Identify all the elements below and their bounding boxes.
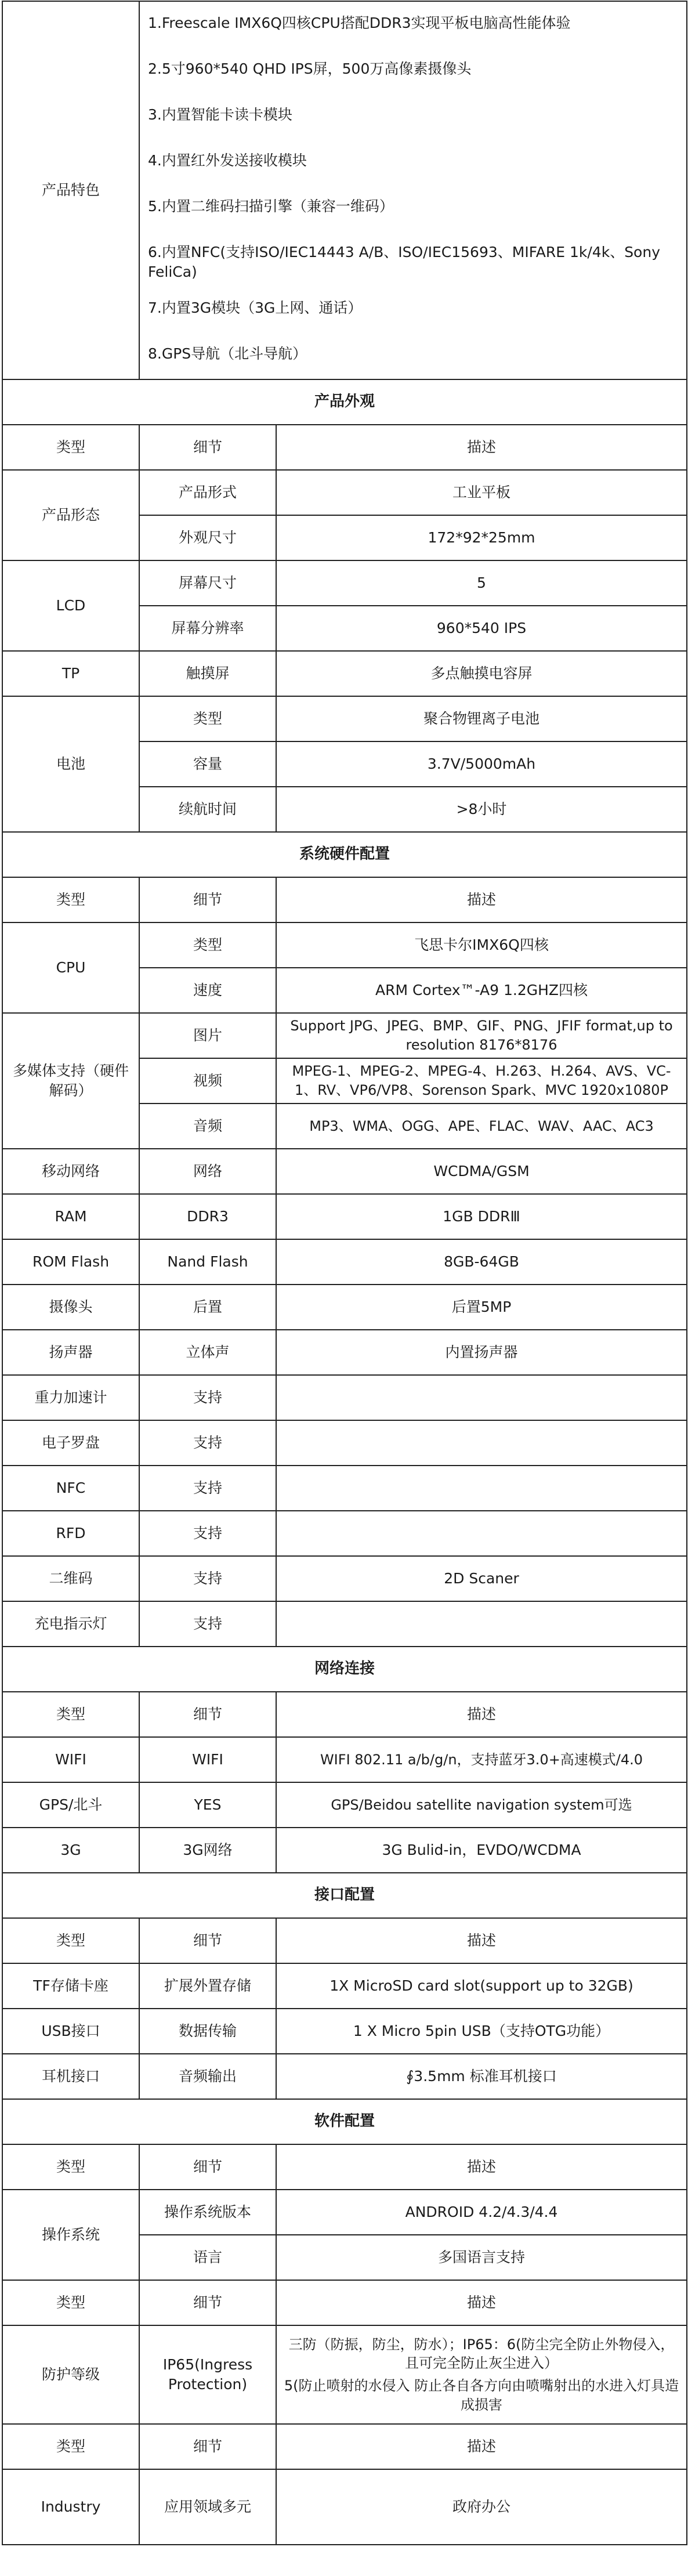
spec-value: 飞思卡尔IMX6Q四核 — [276, 922, 687, 968]
feature-item: 6.内置NFC(支持ISO/IEC14443 A/B、ISO/IEC15693、MIFARE 1k/4k、Sony FeliCa) — [148, 244, 660, 280]
spec-value: 多点触摸电容屏 — [276, 651, 687, 696]
spec-category: 二维码 — [2, 1556, 139, 1601]
spec-category: CPU — [2, 922, 139, 1013]
spec-category: 操作系统 — [2, 2190, 139, 2280]
col-header-detail: 细节 — [139, 2280, 276, 2325]
feature-item: 3.内置智能卡读卡模块 — [148, 106, 292, 123]
spec-value: GPS/Beidou satellite navigation system可选 — [276, 1782, 687, 1828]
spec-value: WIFI 802.11 a/b/g/n，支持蓝牙3.0+高速模式/4.0 — [276, 1737, 687, 1782]
spec-detail: 类型 — [139, 696, 276, 741]
spec-value: 960*540 IPS — [276, 606, 687, 651]
feature-item: 8.GPS导航（北斗导航） — [148, 345, 307, 362]
spec-value: >8小时 — [276, 787, 687, 832]
spec-value: ARM Cortex™-A9 1.2GHZ四核 — [276, 968, 687, 1013]
spec-detail: 外观尺寸 — [139, 515, 276, 560]
spec-category: TP — [2, 651, 139, 696]
spec-value: 多国语言支持 — [276, 2235, 687, 2280]
spec-detail: YES — [139, 1782, 276, 1828]
spec-detail: 速度 — [139, 968, 276, 1013]
spec-detail: 容量 — [139, 741, 276, 787]
spec-detail: 支持 — [139, 1466, 276, 1511]
spec-detail: 类型 — [139, 922, 276, 968]
feature-item: 1.Freescale IMX6Q四核CPU搭配DDR3实现平板电脑高性能体验 — [148, 15, 571, 31]
section-title-network: 网络连接 — [2, 1647, 687, 1692]
spec-category: 电池 — [2, 696, 139, 832]
spec-detail: 屏幕分辨率 — [139, 606, 276, 651]
spec-value: ANDROID 4.2/4.3/4.4 — [276, 2190, 687, 2235]
spec-value — [276, 1601, 687, 1647]
spec-detail: 视频 — [139, 1058, 276, 1104]
spec-value: ∮3.5mm 标准耳机接口 — [276, 2054, 687, 2099]
feature-item: 2.5寸960*540 QHD IPS屏，500万高像素摄像头 — [148, 60, 472, 77]
col-header-type: 类型 — [2, 1918, 139, 1963]
spec-detail: 支持 — [139, 1420, 276, 1466]
spec-category: RFD — [2, 1511, 139, 1556]
spec-value: 工业平板 — [276, 470, 687, 515]
col-header-detail: 细节 — [139, 877, 276, 922]
features-label: 产品特色 — [2, 1, 139, 379]
spec-value — [276, 1420, 687, 1466]
col-header-detail: 细节 — [139, 2424, 276, 2469]
spec-detail: 屏幕尺寸 — [139, 560, 276, 606]
spec-category: GPS/北斗 — [2, 1782, 139, 1828]
col-header-type: 类型 — [2, 2280, 139, 2325]
spec-value — [276, 1511, 687, 1556]
col-header-detail: 细节 — [139, 1918, 276, 1963]
spec-detail: 支持 — [139, 1601, 276, 1647]
spec-category: 防护等级 — [2, 2325, 139, 2424]
col-header-detail: 细节 — [139, 2144, 276, 2190]
features-row — [2, 1, 687, 379]
col-header-type: 类型 — [2, 2144, 139, 2190]
spec-category: 移动网络 — [2, 1149, 139, 1194]
spec-category: 多媒体支持（硬件解码） — [2, 1013, 139, 1149]
spec-value: MP3、WMA、OGG、APE、FLAC、WAV、AAC、AC3 — [276, 1104, 687, 1149]
spec-value: WCDMA/GSM — [276, 1149, 687, 1194]
spec-category: TF存储卡座 — [2, 1963, 139, 2009]
col-header-desc: 描述 — [276, 2280, 687, 2325]
spec-detail: 立体声 — [139, 1330, 276, 1375]
col-header-desc: 描述 — [276, 2424, 687, 2469]
spec-detail: 语言 — [139, 2235, 276, 2280]
spec-value: 政府办公 — [276, 2469, 687, 2545]
spec-detail: 操作系统版本 — [139, 2190, 276, 2235]
spec-detail: 支持 — [139, 1511, 276, 1556]
spec-value: MPEG-1、MPEG-2、MPEG-4、H.263、H.264、AVS、VC-1、RV、VP6/VP8、Sorenson Spark、MVC 1920x1080P — [276, 1058, 687, 1104]
section-title-hardware: 系统硬件配置 — [2, 832, 687, 877]
spec-value: 8GB-64GB — [276, 1239, 687, 1285]
spec-value: 1 X Micro 5pin USB（支持OTG功能） — [276, 2009, 687, 2054]
spec-category: 耳机接口 — [2, 2054, 139, 2099]
spec-category: Industry — [2, 2469, 139, 2545]
spec-category: RAM — [2, 1194, 139, 1239]
spec-category: 充电指示灯 — [2, 1601, 139, 1647]
spec-value: 3G Bulid-in，EVDO/WCDMA — [276, 1828, 687, 1873]
spec-detail: 续航时间 — [139, 787, 276, 832]
section-title-appearance: 产品外观 — [2, 379, 687, 425]
col-header-desc: 描述 — [276, 1692, 687, 1737]
spec-detail: 应用领域多元 — [139, 2469, 276, 2545]
spec-detail: 后置 — [139, 1285, 276, 1330]
col-header-type: 类型 — [2, 877, 139, 922]
col-header-desc: 描述 — [276, 1918, 687, 1963]
spec-value: 1X MicroSD card slot(support up to 32GB) — [276, 1963, 687, 2009]
col-header-type: 类型 — [2, 1692, 139, 1737]
spec-value: 5 — [276, 560, 687, 606]
spec-category: 重力加速计 — [2, 1375, 139, 1420]
feature-item: 5.内置二维码扫描引擎（兼容一维码） — [148, 198, 394, 215]
spec-detail: Nand Flash — [139, 1239, 276, 1285]
spec-detail: 音频输出 — [139, 2054, 276, 2099]
spec-value — [276, 1466, 687, 1511]
spec-detail: 支持 — [139, 1556, 276, 1601]
spec-category: USB接口 — [2, 2009, 139, 2054]
spec-value — [276, 2325, 687, 2424]
spec-detail: 产品形式 — [139, 470, 276, 515]
spec-category: 电子罗盘 — [2, 1420, 139, 1466]
spec-detail: 3G网络 — [139, 1828, 276, 1873]
spec-value: 172*92*25mm — [276, 515, 687, 560]
spec-value: 内置扬声器 — [276, 1330, 687, 1375]
spec-category: WIFI — [2, 1737, 139, 1782]
feature-item: 7.内置3G模块（3G上网、通话） — [148, 299, 363, 316]
spec-detail: WIFI — [139, 1737, 276, 1782]
features-list — [139, 1, 687, 379]
spec-category: 摄像头 — [2, 1285, 139, 1330]
feature-item: 4.内置红外发送接收模块 — [148, 152, 307, 169]
col-header-detail: 细节 — [139, 1692, 276, 1737]
section-title-interface: 接口配置 — [2, 1873, 687, 1918]
spec-category: 3G — [2, 1828, 139, 1873]
spec-value: 聚合物锂离子电池 — [276, 696, 687, 741]
spec-category: LCD — [2, 560, 139, 651]
spec-detail: 触摸屏 — [139, 651, 276, 696]
spec-category: 扬声器 — [2, 1330, 139, 1375]
protect-desc-line: 5(防止喷射的水侵入 防止各自各方向由喷嘴射出的水进入灯具造成损害 — [284, 2378, 679, 2413]
col-header-desc: 描述 — [276, 425, 687, 470]
col-header-detail: 细节 — [139, 425, 276, 470]
spec-category: NFC — [2, 1466, 139, 1511]
protect-desc-line: 三防（防振，防尘，防水）；IP65：6(防尘完全防止外物侵入，且可完全防止灰尘进入） — [288, 2336, 675, 2372]
spec-detail: 音频 — [139, 1104, 276, 1149]
spec-detail: 支持 — [139, 1375, 276, 1420]
col-header-type: 类型 — [2, 2424, 139, 2469]
spec-value: 2D Scaner — [276, 1556, 687, 1601]
spec-detail: IP65(Ingress Protection) — [139, 2325, 276, 2424]
spec-value — [276, 1375, 687, 1420]
spec-detail: 网络 — [139, 1149, 276, 1194]
spec-detail: 数据传输 — [139, 2009, 276, 2054]
section-title-software: 软件配置 — [2, 2099, 687, 2144]
col-header-desc: 描述 — [276, 2144, 687, 2190]
spec-table — [2, 1, 687, 2545]
spec-value: Support JPG、JPEG、BMP、GIF、PNG、JFIF format,up to resolution 8176*8176 — [276, 1013, 687, 1058]
spec-detail: 图片 — [139, 1013, 276, 1058]
spec-value: 后置5MP — [276, 1285, 687, 1330]
spec-value: 3.7V/5000mAh — [276, 741, 687, 787]
spec-value: 1GB DDRⅢ — [276, 1194, 687, 1239]
col-header-desc: 描述 — [276, 877, 687, 922]
spec-category: ROM Flash — [2, 1239, 139, 1285]
spec-category: 产品形态 — [2, 470, 139, 560]
col-header-type: 类型 — [2, 425, 139, 470]
spec-detail: 扩展外置存储 — [139, 1963, 276, 2009]
spec-detail: DDR3 — [139, 1194, 276, 1239]
